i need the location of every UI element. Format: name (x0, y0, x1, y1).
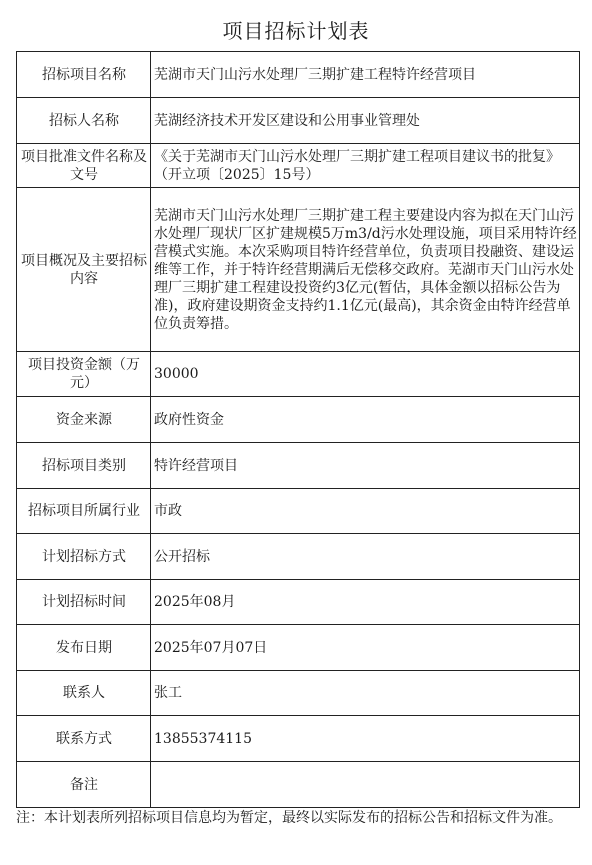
row-label-investment: 项目投资金额（万元） (17, 352, 151, 397)
row-value-project-name: 芜湖市天门山污水处理厂三期扩建工程特许经营项目 (151, 52, 580, 98)
table-row (17, 625, 580, 671)
row-label-approval-doc: 项目批准文件名称及文号 (17, 144, 151, 188)
row-value-approval-doc: 《关于芜湖市天门山污水处理厂三期扩建工程项目建议书的批复》（开立项〔2025〕15号） (151, 144, 580, 188)
row-label-industry: 招标项目所属行业 (17, 489, 151, 534)
row-label-time: 计划招标时间 (17, 580, 151, 625)
row-label-contact-person: 联系人 (17, 671, 151, 716)
row-value-remarks (151, 762, 580, 808)
table-row (17, 489, 580, 534)
table-row (17, 188, 580, 352)
table-row (17, 443, 580, 489)
row-value-method: 公开招标 (151, 534, 580, 580)
row-value-fund-source: 政府性资金 (151, 397, 580, 443)
row-value-category: 特许经营项目 (151, 443, 580, 489)
row-label-method: 计划招标方式 (17, 534, 151, 580)
table-row (17, 580, 580, 625)
tender-plan-table (16, 51, 580, 808)
row-label-tenderer: 招标人名称 (17, 98, 151, 144)
row-value-investment: 30000 (151, 352, 580, 397)
row-value-contact-person: 张工 (151, 671, 580, 716)
table-row (17, 397, 580, 443)
document-title: 项目招标计划表 (222, 19, 370, 43)
footnote: 注：本计划表所列招标项目信息均为暂定，最终以实际发布的招标公告和招标文件为准。 (16, 810, 562, 826)
row-value-publish-date: 2025年07月07日 (151, 625, 580, 671)
row-label-category: 招标项目类别 (17, 443, 151, 489)
row-label-overview: 项目概况及主要招标内容 (17, 188, 151, 352)
table-row (17, 98, 580, 144)
row-value-tenderer: 芜湖经济技术开发区建设和公用事业管理处 (151, 98, 580, 144)
row-value-industry: 市政 (151, 489, 580, 534)
row-label-fund-source: 资金来源 (17, 397, 151, 443)
row-value-contact-info: 13855374115 (151, 716, 580, 762)
table-row (17, 144, 580, 188)
row-value-overview: 芜湖市天门山污水处理厂三期扩建工程主要建设内容为拟在天门山污水处理厂现状厂区扩建规模5万m3/d污水处理设施，项目采用特许经营模式实施。本次采购项目特许经营单位，负责项目投融资、建设运维等工作，并于特许经营期满后无偿移交政府。芜湖市天门山污水处理厂三期扩建工程建设投资约3亿元(暂估，具体金额以招标公告为准)，政府建设期资金支持约1.1亿元(最高)，其余资金由特许经营单位负责筹措。 (151, 188, 580, 352)
row-label-project-name: 招标项目名称 (17, 52, 151, 98)
row-label-publish-date: 发布日期 (17, 625, 151, 671)
table-row (17, 762, 580, 808)
table-row (17, 716, 580, 762)
row-label-remarks: 备注 (17, 762, 151, 808)
table-row (17, 52, 580, 98)
table-row (17, 534, 580, 580)
table-row (17, 352, 580, 397)
table-row (17, 671, 580, 716)
row-value-time: 2025年08月 (151, 580, 580, 625)
row-label-contact-info: 联系方式 (17, 716, 151, 762)
